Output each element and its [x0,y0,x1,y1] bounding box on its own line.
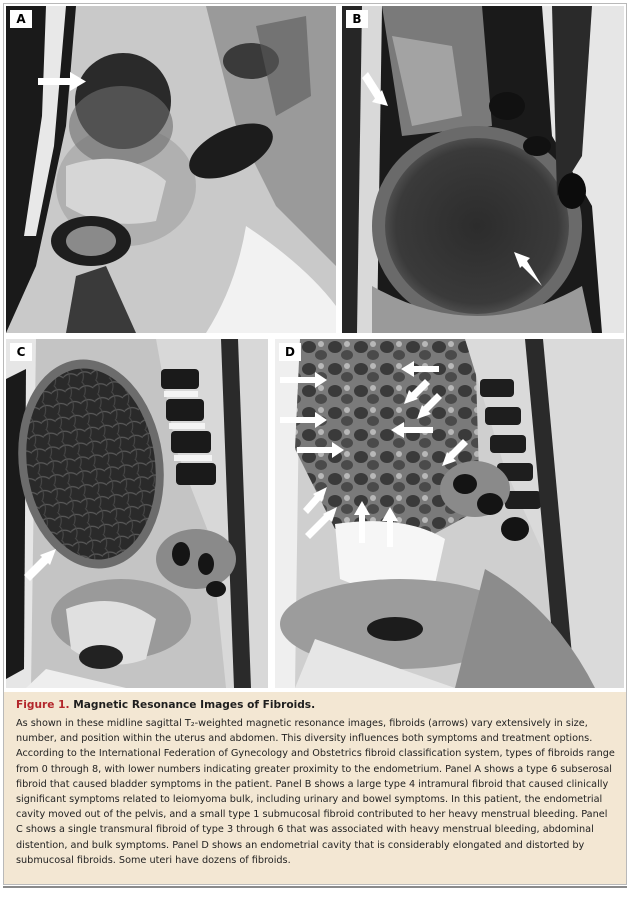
mri-image-a [6,6,336,333]
mri-panel-b [342,6,624,333]
mri-image-d [275,339,624,688]
panel-label-b: B [346,10,368,28]
panel-label-a: A [10,10,32,28]
mri-panel-d [275,339,624,688]
figure-caption [4,692,626,884]
panel-label-c: C [10,343,32,361]
mri-image-c [6,339,268,688]
caption-title [16,699,616,711]
mri-image-b [342,6,624,333]
figure-number: Figure 1. [16,699,70,711]
panel-label-d: D [279,343,301,361]
caption-body: As shown in these midline sagittal T₂-weighted magnetic resonance images, fibroids (arrows) vary extensively in size, number, and position within the uterus and abdomen. This diversity influences both symptoms and treatment options. According to the International Federation of Gynecology and Obstetrics fibroid classification system, types of fibroids range from 0 through 8, with lower numbers indicating greater proximity to the endometrium. Panel A shows a type 6 subserosal fibroid that caused bladder symptoms in the patient. Panel B shows a large type 4 intramural fibroid that caused clinically significant symptoms related to leiomyoma bulk, including urinary and bowel symptoms. In this patient, the endometrial cavity moved out of the pelvis, and a small type 1 submucosal fibroid contributed to her heavy menstrual bleeding. Panel C shows a single transmural fibroid of type 3 through 6 that was associated with heavy menstrual bleeding, abdominal distention, and bulk symptoms. Panel D shows an endometrial cavity that is considerably elongated and distorted by submucosal fibroids. Some uteri have dozens of fibroids. [16,718,615,866]
caption-title-text: Magnetic Resonance Images of Fibroids. [73,699,316,711]
mri-panel-a [6,6,336,333]
bottom-rule [3,886,627,888]
mri-panel-c [6,339,268,688]
